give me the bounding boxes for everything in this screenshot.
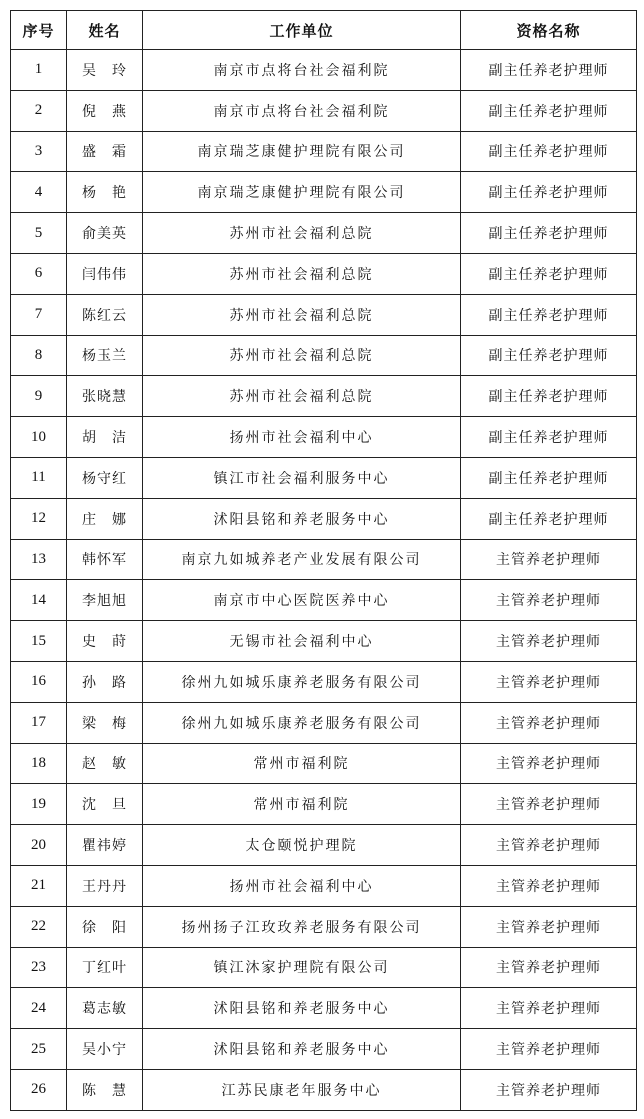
name-cell: 瞿祎婷 bbox=[67, 825, 143, 866]
qualification-cell: 副主任养老护理师 bbox=[461, 457, 637, 498]
name-cell: 庄 娜 bbox=[67, 498, 143, 539]
work-unit-cell: 南京市中心医院医养中心 bbox=[143, 580, 461, 621]
table-row bbox=[11, 988, 637, 1029]
table-body bbox=[11, 50, 637, 1111]
work-unit-cell: 常州市福利院 bbox=[143, 743, 461, 784]
table-row bbox=[11, 376, 637, 417]
table-row bbox=[11, 50, 637, 91]
name-cell: 胡 洁 bbox=[67, 417, 143, 458]
work-unit-cell: 太仓颐悦护理院 bbox=[143, 825, 461, 866]
qualification-cell: 副主任养老护理师 bbox=[461, 172, 637, 213]
table-row bbox=[11, 253, 637, 294]
qualification-cell: 副主任养老护理师 bbox=[461, 498, 637, 539]
serial-number-cell: 2 bbox=[11, 90, 67, 131]
table-row bbox=[11, 1069, 637, 1110]
table-row bbox=[11, 661, 637, 702]
work-unit-cell: 南京市点将台社会福利院 bbox=[143, 90, 461, 131]
table-header bbox=[11, 11, 637, 50]
table-row bbox=[11, 1029, 637, 1070]
name-cell: 张晓慧 bbox=[67, 376, 143, 417]
header-row bbox=[11, 11, 637, 50]
work-unit-cell: 徐州九如城乐康养老服务有限公司 bbox=[143, 661, 461, 702]
header-name: 姓名 bbox=[67, 11, 143, 50]
qualification-cell: 副主任养老护理师 bbox=[461, 253, 637, 294]
qualification-table bbox=[10, 10, 637, 1111]
work-unit-cell: 沭阳县铭和养老服务中心 bbox=[143, 498, 461, 539]
table-row bbox=[11, 865, 637, 906]
work-unit-cell: 苏州市社会福利总院 bbox=[143, 253, 461, 294]
work-unit-cell: 南京瑞芝康健护理院有限公司 bbox=[143, 172, 461, 213]
qualification-cell: 主管养老护理师 bbox=[461, 865, 637, 906]
work-unit-cell: 沭阳县铭和养老服务中心 bbox=[143, 988, 461, 1029]
serial-number-cell: 13 bbox=[11, 539, 67, 580]
serial-number-cell: 21 bbox=[11, 865, 67, 906]
qualification-cell: 主管养老护理师 bbox=[461, 947, 637, 988]
qualification-cell: 主管养老护理师 bbox=[461, 743, 637, 784]
serial-number-cell: 6 bbox=[11, 253, 67, 294]
qualification-cell: 副主任养老护理师 bbox=[461, 131, 637, 172]
work-unit-cell: 镇江市社会福利服务中心 bbox=[143, 457, 461, 498]
name-cell: 杨玉兰 bbox=[67, 335, 143, 376]
table-row bbox=[11, 417, 637, 458]
serial-number-cell: 16 bbox=[11, 661, 67, 702]
work-unit-cell: 扬州市社会福利中心 bbox=[143, 417, 461, 458]
serial-number-cell: 7 bbox=[11, 294, 67, 335]
name-cell: 陈红云 bbox=[67, 294, 143, 335]
serial-number-cell: 15 bbox=[11, 621, 67, 662]
table-row bbox=[11, 457, 637, 498]
name-cell: 杨 艳 bbox=[67, 172, 143, 213]
name-cell: 盛 霜 bbox=[67, 131, 143, 172]
name-cell: 韩怀军 bbox=[67, 539, 143, 580]
qualification-cell: 副主任养老护理师 bbox=[461, 376, 637, 417]
table-row bbox=[11, 580, 637, 621]
qualification-cell: 副主任养老护理师 bbox=[461, 417, 637, 458]
work-unit-cell: 扬州扬子江玫玫养老服务有限公司 bbox=[143, 906, 461, 947]
qualification-cell: 主管养老护理师 bbox=[461, 661, 637, 702]
table-row bbox=[11, 825, 637, 866]
name-cell: 史 莳 bbox=[67, 621, 143, 662]
table-row bbox=[11, 539, 637, 580]
work-unit-cell: 江苏民康老年服务中心 bbox=[143, 1069, 461, 1110]
header-work-unit: 工作单位 bbox=[143, 11, 461, 50]
name-cell: 俞美英 bbox=[67, 213, 143, 254]
serial-number-cell: 5 bbox=[11, 213, 67, 254]
serial-number-cell: 10 bbox=[11, 417, 67, 458]
work-unit-cell: 镇江沐家护理院有限公司 bbox=[143, 947, 461, 988]
qualification-cell: 副主任养老护理师 bbox=[461, 213, 637, 254]
serial-number-cell: 8 bbox=[11, 335, 67, 376]
name-cell: 吴 玲 bbox=[67, 50, 143, 91]
name-cell: 杨守红 bbox=[67, 457, 143, 498]
serial-number-cell: 9 bbox=[11, 376, 67, 417]
qualification-cell: 主管养老护理师 bbox=[461, 906, 637, 947]
work-unit-cell: 南京九如城养老产业发展有限公司 bbox=[143, 539, 461, 580]
name-cell: 赵 敏 bbox=[67, 743, 143, 784]
serial-number-cell: 14 bbox=[11, 580, 67, 621]
work-unit-cell: 苏州市社会福利总院 bbox=[143, 335, 461, 376]
table-row bbox=[11, 702, 637, 743]
serial-number-cell: 22 bbox=[11, 906, 67, 947]
qualification-cell: 副主任养老护理师 bbox=[461, 50, 637, 91]
qualification-cell: 主管养老护理师 bbox=[461, 539, 637, 580]
table-row bbox=[11, 335, 637, 376]
name-cell: 闫伟伟 bbox=[67, 253, 143, 294]
serial-number-cell: 3 bbox=[11, 131, 67, 172]
serial-number-cell: 1 bbox=[11, 50, 67, 91]
work-unit-cell: 苏州市社会福利总院 bbox=[143, 213, 461, 254]
name-cell: 沈 旦 bbox=[67, 784, 143, 825]
table-row bbox=[11, 172, 637, 213]
qualification-cell: 主管养老护理师 bbox=[461, 621, 637, 662]
qualification-cell: 主管养老护理师 bbox=[461, 1069, 637, 1110]
qualification-cell: 副主任养老护理师 bbox=[461, 335, 637, 376]
table-row bbox=[11, 90, 637, 131]
table-row bbox=[11, 498, 637, 539]
name-cell: 孙 路 bbox=[67, 661, 143, 702]
qualification-cell: 主管养老护理师 bbox=[461, 580, 637, 621]
table-row bbox=[11, 743, 637, 784]
qualification-cell: 主管养老护理师 bbox=[461, 702, 637, 743]
serial-number-cell: 17 bbox=[11, 702, 67, 743]
serial-number-cell: 4 bbox=[11, 172, 67, 213]
name-cell: 梁 梅 bbox=[67, 702, 143, 743]
header-serial-number: 序号 bbox=[11, 11, 67, 50]
work-unit-cell: 苏州市社会福利总院 bbox=[143, 376, 461, 417]
name-cell: 丁红叶 bbox=[67, 947, 143, 988]
header-qualification: 资格名称 bbox=[461, 11, 637, 50]
work-unit-cell: 南京瑞芝康健护理院有限公司 bbox=[143, 131, 461, 172]
table-row bbox=[11, 621, 637, 662]
work-unit-cell: 徐州九如城乐康养老服务有限公司 bbox=[143, 702, 461, 743]
work-unit-cell: 沭阳县铭和养老服务中心 bbox=[143, 1029, 461, 1070]
work-unit-cell: 南京市点将台社会福利院 bbox=[143, 50, 461, 91]
serial-number-cell: 26 bbox=[11, 1069, 67, 1110]
serial-number-cell: 25 bbox=[11, 1029, 67, 1070]
name-cell: 陈 慧 bbox=[67, 1069, 143, 1110]
table-row bbox=[11, 131, 637, 172]
serial-number-cell: 20 bbox=[11, 825, 67, 866]
serial-number-cell: 24 bbox=[11, 988, 67, 1029]
work-unit-cell: 苏州市社会福利总院 bbox=[143, 294, 461, 335]
qualification-cell: 主管养老护理师 bbox=[461, 825, 637, 866]
name-cell: 王丹丹 bbox=[67, 865, 143, 906]
serial-number-cell: 11 bbox=[11, 457, 67, 498]
serial-number-cell: 12 bbox=[11, 498, 67, 539]
table-row bbox=[11, 906, 637, 947]
serial-number-cell: 19 bbox=[11, 784, 67, 825]
serial-number-cell: 23 bbox=[11, 947, 67, 988]
work-unit-cell: 扬州市社会福利中心 bbox=[143, 865, 461, 906]
table-row bbox=[11, 947, 637, 988]
name-cell: 徐 阳 bbox=[67, 906, 143, 947]
qualification-cell: 主管养老护理师 bbox=[461, 988, 637, 1029]
table-row bbox=[11, 213, 637, 254]
qualification-cell: 副主任养老护理师 bbox=[461, 90, 637, 131]
table-row bbox=[11, 294, 637, 335]
name-cell: 倪 燕 bbox=[67, 90, 143, 131]
qualification-cell: 副主任养老护理师 bbox=[461, 294, 637, 335]
name-cell: 葛志敏 bbox=[67, 988, 143, 1029]
table-row bbox=[11, 784, 637, 825]
serial-number-cell: 18 bbox=[11, 743, 67, 784]
name-cell: 李旭旭 bbox=[67, 580, 143, 621]
name-cell: 吴小宁 bbox=[67, 1029, 143, 1070]
qualification-cell: 主管养老护理师 bbox=[461, 1029, 637, 1070]
work-unit-cell: 常州市福利院 bbox=[143, 784, 461, 825]
work-unit-cell: 无锡市社会福利中心 bbox=[143, 621, 461, 662]
qualification-cell: 主管养老护理师 bbox=[461, 784, 637, 825]
